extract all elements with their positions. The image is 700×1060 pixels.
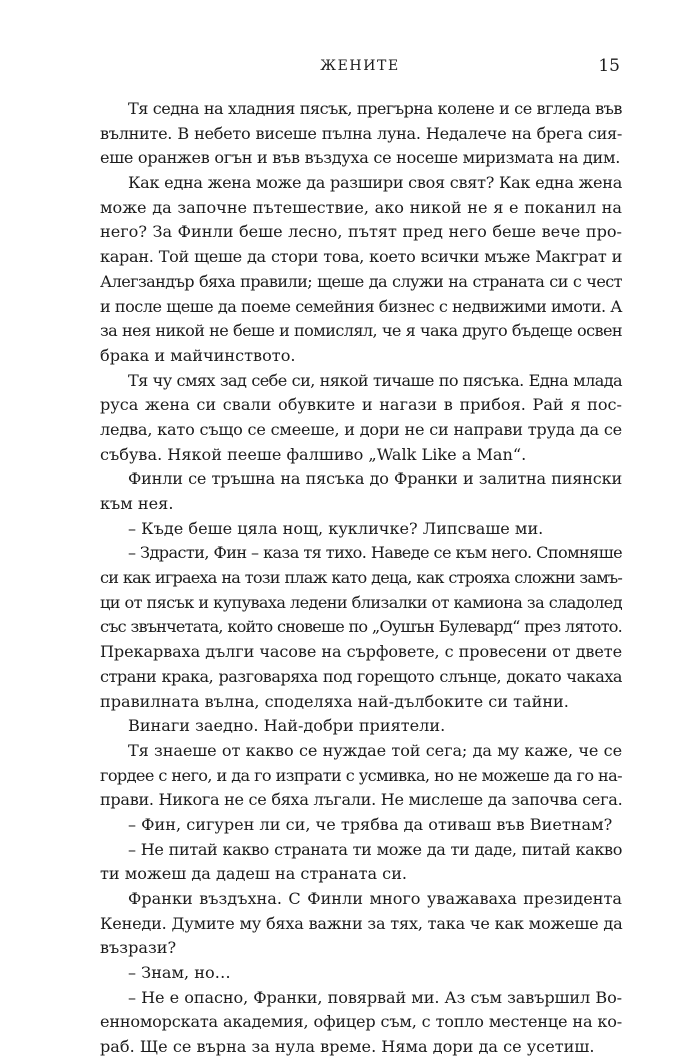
text-line: него? За Финли беше лесно, пътят пред него беше вече про- (100, 222, 622, 242)
text-line: прави. Никога не се бяха лъгали. Не мислеше да започва сега. (100, 790, 623, 810)
text-line: Как една жена може да разшири своя свят? Как една жена (128, 173, 622, 193)
text-line: Кенеди. Думите му бяха важни за тях, така че как можеше да (100, 913, 623, 933)
text-line: Прекарваха дълги часове на сърфовете, с провесени от двете (100, 642, 622, 662)
text-line: Винаги заедно. Най-добри приятели. (128, 716, 446, 736)
text-line: брака и майчинството. (100, 345, 296, 365)
text-line: Тя знаеше от какво се нуждае той сега; да му каже, че се (128, 740, 622, 760)
text-line: страни крака, разговаряха под горещото слънце, докато чакаха (100, 666, 622, 686)
text-line: еше оранжев огън и във въздуха се носеше миризмата на дим. (100, 148, 621, 168)
text-line: възрази? (100, 938, 177, 958)
text-line: правилната вълна, споделяха най-дълбоките си тайни. (100, 691, 569, 711)
body-text (100, 97, 622, 1060)
text-line: може да започне пътешествие, ако никой не я е поканил на (100, 197, 622, 217)
text-line: Финли се тръшна на пясъка до Франки и залитна пиянски (128, 469, 622, 489)
text-line: Тя чу смях зад себе си, някой тичаше по пясъка. Една млада (128, 370, 622, 390)
text-line: събува. Някой пееше фалшиво „Walk Like a Man“. (100, 444, 527, 464)
text-line: ледва, като също се смееше, и дори не си направи труда да се (100, 419, 622, 439)
text-line: – Здрасти, Фин – каза тя тихо. Наведе се към него. Спомняше (128, 543, 622, 563)
text-line: – Знам, но… (128, 963, 231, 983)
text-line: към нея. (100, 494, 174, 513)
text-line: гордее с него, и да го изпрати с усмивка, но не можеше да го на- (100, 765, 622, 785)
text-line: – Не питай какво страната ти може да ти даде, питай какво (128, 839, 622, 859)
text-line: каран. Той щеше да стори това, което всички мъже Макграт и (100, 247, 622, 267)
text-line: ти можеш да дадеш на страната си. (100, 864, 408, 884)
text-line: – Не е опасно, Франки, повярвай ми. Аз съм завършил Во- (128, 987, 622, 1007)
text-line: за нея никой не беше и помислял, че я чака друго бъдеще освен (100, 321, 622, 341)
running-title: ЖЕНИТЕ (320, 58, 400, 74)
page-number: 15 (598, 56, 620, 76)
text-line: и после щеше да поеме семейния бизнес с недвижими имоти. А (100, 296, 622, 316)
text-line: Франки въздъхна. С Финли много уважаваха президента (128, 889, 622, 908)
text-line: руса жена си свали обувките и нагази в прибоя. Рай я пос- (100, 395, 622, 415)
text-line: – Къде беше цяла нощ, кукличке? Липсваше ми. (128, 518, 544, 538)
text-line: си как играеха на този плаж като деца, как строяха сложни замъ- (100, 568, 622, 588)
running-header (100, 56, 620, 80)
text-line: енноморската академия, офицер съм, с топло местенце на ко- (100, 1012, 622, 1032)
text-line: Алегзандър бяха правили; щеше да служи на страната си с чест (100, 271, 622, 291)
text-line: ци от пясък и купуваха ледени близалки от камиона за сладолед (100, 592, 622, 612)
text-line: раб. Ще се върна за нула време. Няма дори да се усетиш. (100, 1037, 595, 1057)
text-line: Тя седна на хладния пясък, прегърна колене и се вгледа във (128, 99, 622, 118)
text-line: вълните. В небето висеше пълна луна. Недалече на брега сия- (100, 123, 622, 143)
text-line: със звънчетата, който сновеше по „Оушън Булевард“ през лятото. (100, 617, 622, 637)
text-line: – Фин, сигурен ли си, че трябва да отиваш във Виетнам? (128, 814, 613, 834)
